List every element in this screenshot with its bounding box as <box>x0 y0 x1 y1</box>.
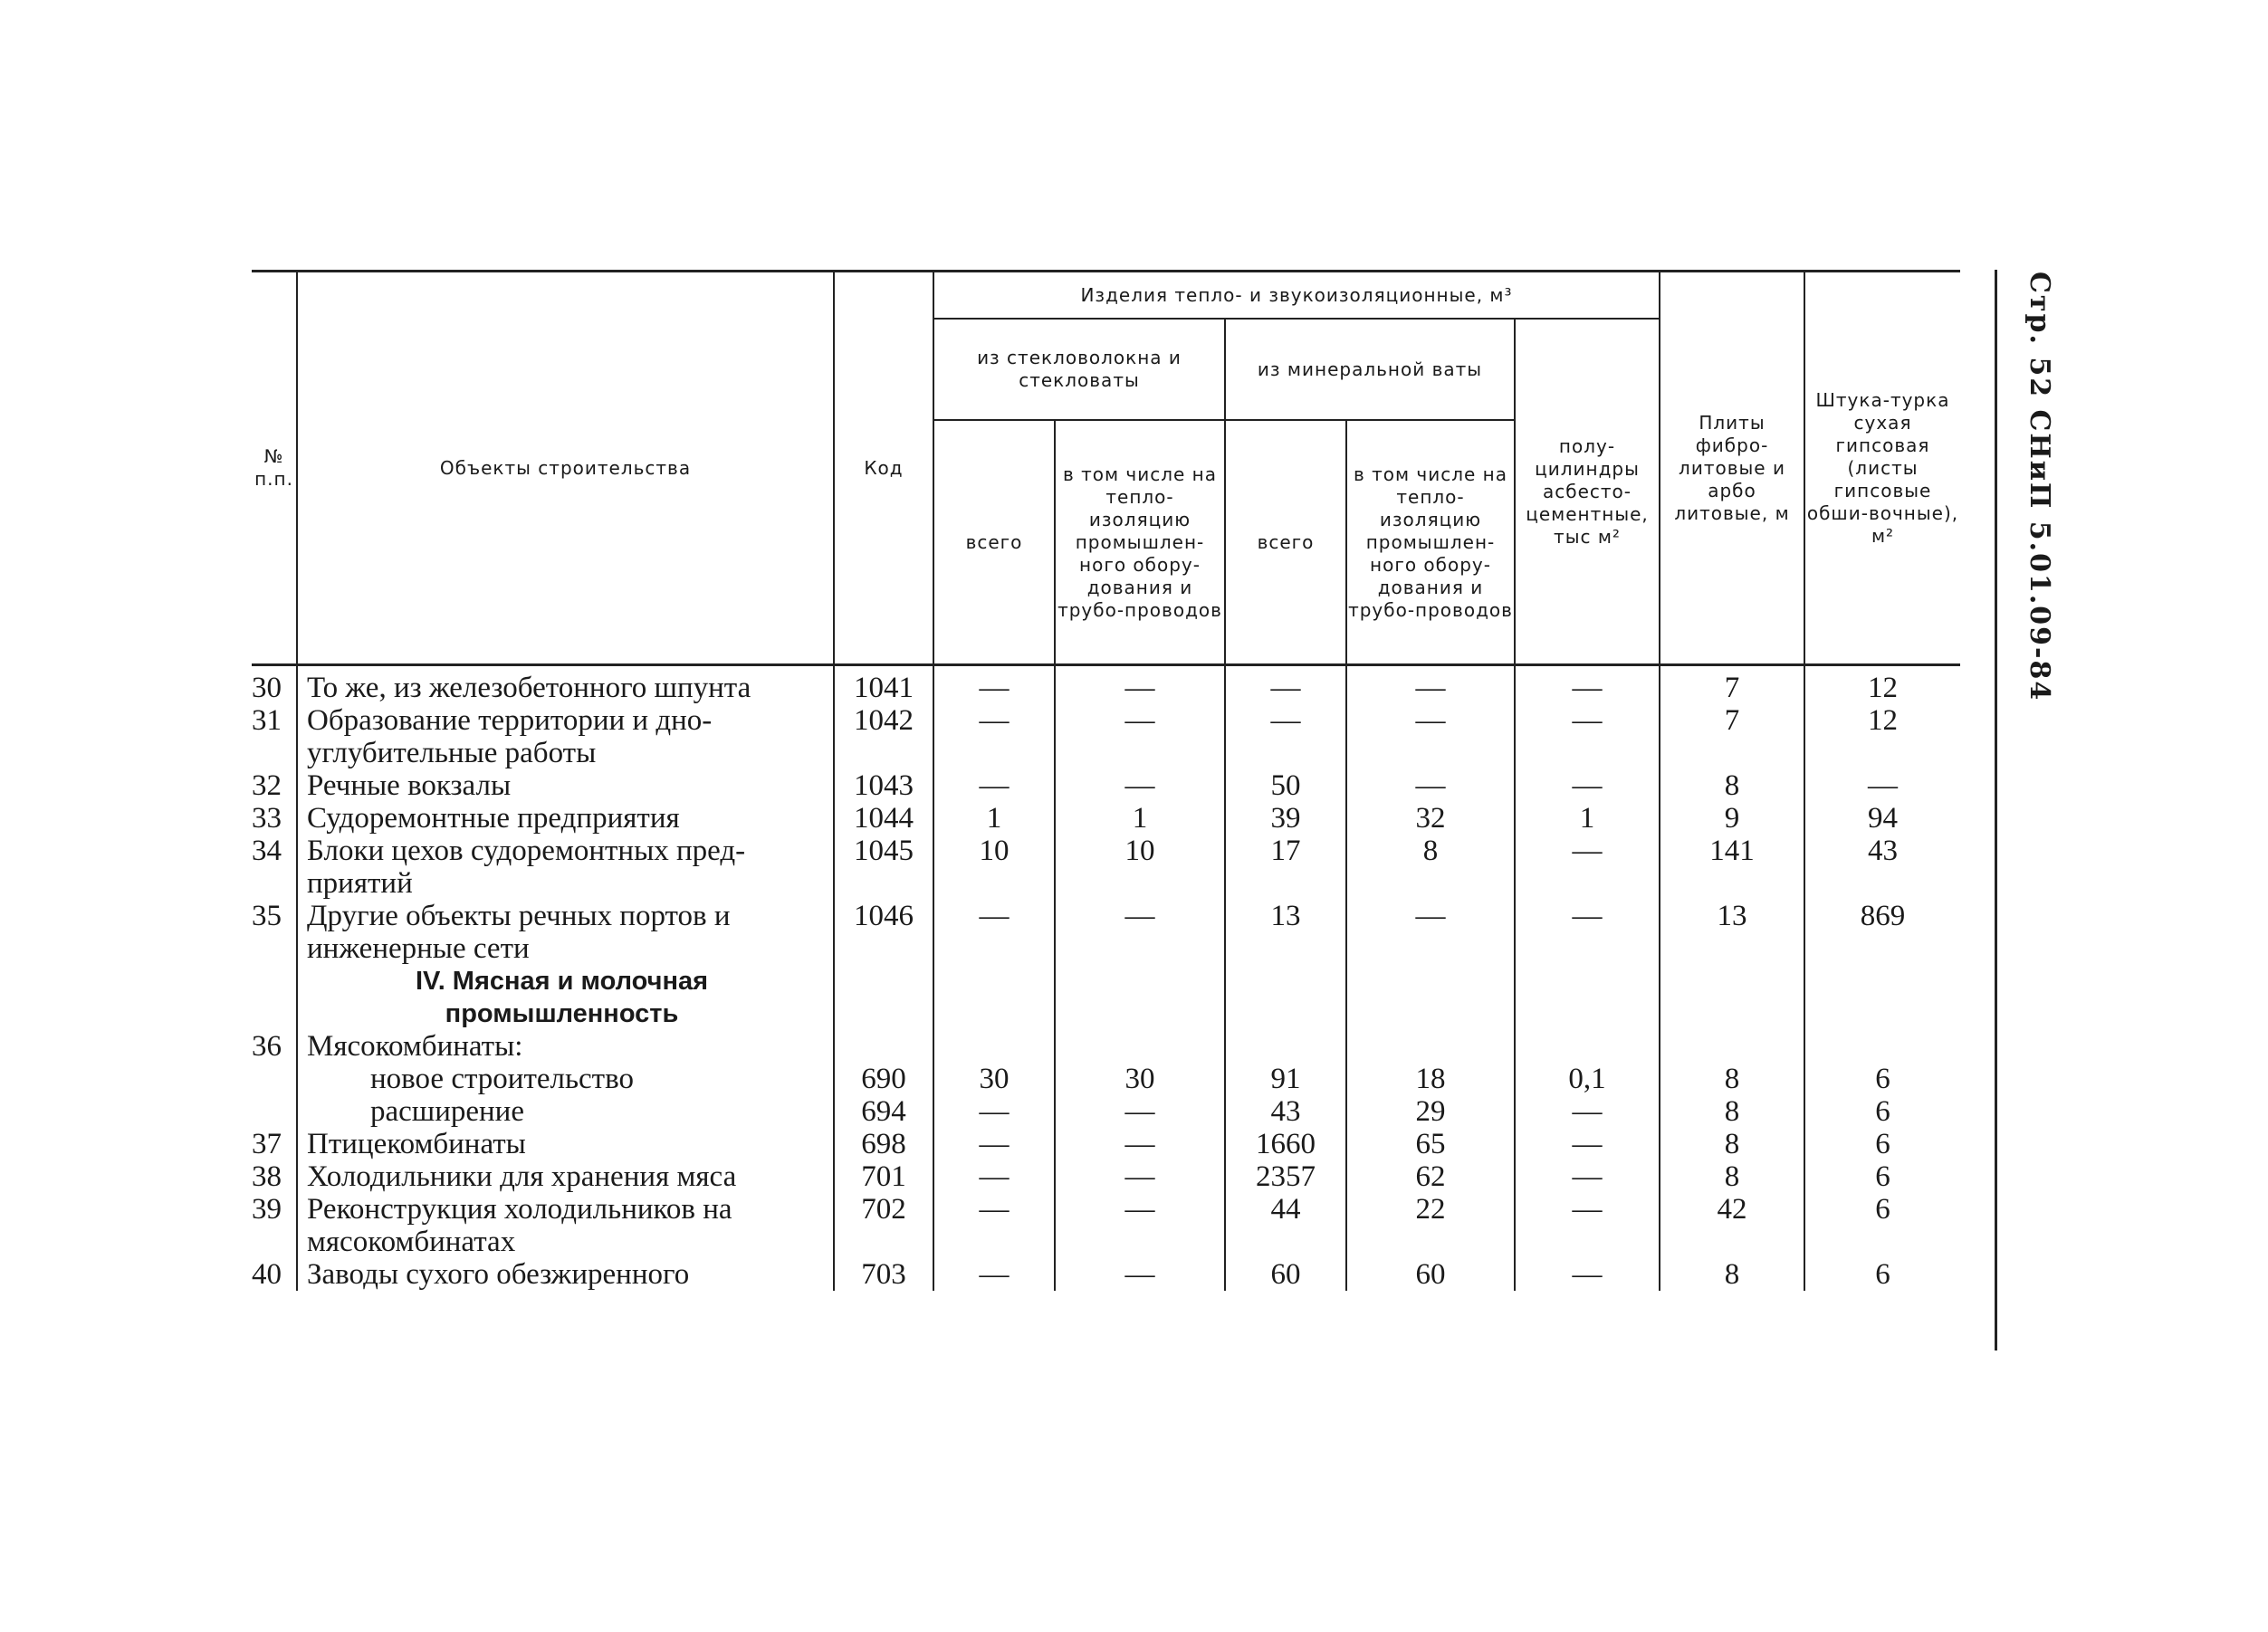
cell-mineral-total: 1660 <box>1225 1128 1346 1160</box>
cell-half-cylinders: — <box>1515 835 1660 900</box>
row-code: 1045 <box>834 835 933 900</box>
row-num: 30 <box>252 672 282 704</box>
cell-fibrolite: 8 <box>1660 769 1804 802</box>
cell-half-cylinders: — <box>1515 1193 1660 1258</box>
cell-fibrolite <box>1660 1030 1804 1063</box>
cell-half-cylinders: — <box>1515 900 1660 965</box>
cell-glass-equipment: — <box>1055 704 1225 769</box>
cell-mineral-total: 39 <box>1225 802 1346 835</box>
cell-glass-equipment: 10 <box>1055 835 1225 900</box>
row-object: Другие объекты речных портов и инженерные сети <box>297 900 834 965</box>
header-object: Объекты строительства <box>297 272 834 665</box>
table-row <box>252 1095 1960 1128</box>
cell-mineral-equipment: 32 <box>1346 802 1515 835</box>
cell-glass-equipment: — <box>1055 1193 1225 1258</box>
table-row <box>252 1160 1960 1193</box>
row-code: 1041 <box>834 665 933 705</box>
cell-plaster: 12 <box>1804 665 1960 705</box>
cell-plaster: 869 <box>1804 900 1960 965</box>
cell-mineral-equipment: — <box>1346 704 1515 769</box>
cell-mineral-equipment: 60 <box>1346 1258 1515 1291</box>
cell-half-cylinders: — <box>1515 1095 1660 1128</box>
cell-half-cylinders: — <box>1515 1160 1660 1193</box>
section-title <box>297 965 834 1030</box>
table-row <box>252 1258 1960 1291</box>
row-num: 33 <box>252 802 282 835</box>
cell-mineral-total: 60 <box>1225 1258 1346 1291</box>
cell-plaster: — <box>1804 769 1960 802</box>
cell-mineral-total: 13 <box>1225 900 1346 965</box>
norms-table <box>252 270 1960 1291</box>
row-num: 36 <box>252 1030 282 1063</box>
header-glass-fiber: из стекловолокна и стекловаты <box>933 319 1225 420</box>
table-row <box>252 769 1960 802</box>
cell-fibrolite: 7 <box>1660 704 1804 769</box>
cell-glass-equipment: — <box>1055 769 1225 802</box>
cell-glass-total: 30 <box>933 1063 1055 1095</box>
cell-mineral-total: — <box>1225 665 1346 705</box>
row-code: 690 <box>834 1063 933 1095</box>
table-row <box>252 802 1960 835</box>
section-title-line2: промышленность <box>445 999 679 1028</box>
cell-glass-equipment: 1 <box>1055 802 1225 835</box>
cell-mineral-total <box>1225 1030 1346 1063</box>
row-num <box>252 1095 297 1128</box>
header-num: № п.п. <box>252 272 297 665</box>
cell-mineral-total: 44 <box>1225 1193 1346 1258</box>
cell-half-cylinders <box>1515 1030 1660 1063</box>
row-object: Реконструкция холодильников на мясокомбинатах <box>297 1193 834 1258</box>
cell-glass-equipment: — <box>1055 1095 1225 1128</box>
cell-fibrolite: 7 <box>1660 665 1804 705</box>
cell-glass-total: — <box>933 900 1055 965</box>
cell-glass-total: — <box>933 1160 1055 1193</box>
cell-fibrolite: 8 <box>1660 1095 1804 1128</box>
side-divider <box>1995 270 1997 1350</box>
row-num: 31 <box>252 704 282 737</box>
cell-glass-equipment: — <box>1055 1258 1225 1291</box>
table-body-rows-a <box>252 665 1960 966</box>
cell-half-cylinders: — <box>1515 1258 1660 1291</box>
cell-plaster: 6 <box>1804 1095 1960 1128</box>
header-plaster: Штука-турка сухая гипсовая (листы гипсовые обши-вочные), м² <box>1804 272 1960 665</box>
cell-half-cylinders: 0,1 <box>1515 1063 1660 1095</box>
cell-half-cylinders: — <box>1515 769 1660 802</box>
cell-fibrolite: 8 <box>1660 1258 1804 1291</box>
cell-half-cylinders: — <box>1515 704 1660 769</box>
row-object: Мясокомбинаты: <box>297 1030 834 1063</box>
cell-half-cylinders: 1 <box>1515 802 1660 835</box>
cell-fibrolite: 13 <box>1660 900 1804 965</box>
cell-mineral-total: 2357 <box>1225 1160 1346 1193</box>
cell-glass-total: — <box>933 704 1055 769</box>
section-title-line1: IV. Мясная и молочная <box>415 967 709 996</box>
cell-glass-total: — <box>933 1258 1055 1291</box>
cell-glass-total: — <box>933 1095 1055 1128</box>
cell-fibrolite: 141 <box>1660 835 1804 900</box>
row-num: 32 <box>252 769 282 802</box>
cell-plaster: 6 <box>1804 1258 1960 1291</box>
cell-glass-equipment: 30 <box>1055 1063 1225 1095</box>
cell-mineral-equipment: 65 <box>1346 1128 1515 1160</box>
row-code <box>834 1030 933 1063</box>
row-object: новое строительство <box>297 1063 834 1095</box>
cell-plaster: 6 <box>1804 1193 1960 1258</box>
cell-fibrolite: 8 <box>1660 1160 1804 1193</box>
cell-plaster: 6 <box>1804 1160 1960 1193</box>
row-code: 702 <box>834 1193 933 1258</box>
row-object: То же, из железобетонного шпунта <box>297 665 834 705</box>
cell-mineral-equipment: 18 <box>1346 1063 1515 1095</box>
cell-glass-total <box>933 1030 1055 1063</box>
cell-half-cylinders: — <box>1515 665 1660 705</box>
cell-glass-equipment: — <box>1055 1128 1225 1160</box>
table-row <box>252 665 1960 705</box>
row-num: 34 <box>252 835 282 867</box>
row-num: 40 <box>252 1258 282 1291</box>
row-object: Птицекомбинаты <box>297 1128 834 1160</box>
cell-mineral-equipment: 22 <box>1346 1193 1515 1258</box>
cell-glass-equipment: — <box>1055 665 1225 705</box>
row-object: Речные вокзалы <box>297 769 834 802</box>
table-row <box>252 1063 1960 1095</box>
row-num: 37 <box>252 1128 282 1160</box>
cell-mineral-total: 17 <box>1225 835 1346 900</box>
cell-plaster: 12 <box>1804 704 1960 769</box>
cell-glass-total: 1 <box>933 802 1055 835</box>
cell-glass-equipment <box>1055 1030 1225 1063</box>
table-row <box>252 704 1960 769</box>
cell-mineral-equipment: — <box>1346 665 1515 705</box>
table-header <box>252 272 1960 665</box>
table-body-rows-b <box>252 1030 1960 1291</box>
cell-glass-total: — <box>933 1193 1055 1258</box>
cell-plaster: 6 <box>1804 1128 1960 1160</box>
cell-mineral-total: 43 <box>1225 1095 1346 1128</box>
header-insulation-group: Изделия тепло- и звукоизоляционные, м³ <box>933 272 1660 320</box>
row-code: 1044 <box>834 802 933 835</box>
cell-mineral-equipment <box>1346 1030 1515 1063</box>
row-code: 703 <box>834 1258 933 1291</box>
header-mineral-equipment: в том числе на тепло-изоляцию промышлен-ного обору-дования и трубо-проводов <box>1346 420 1515 665</box>
cell-mineral-total: 50 <box>1225 769 1346 802</box>
table-row <box>252 1128 1960 1160</box>
cell-mineral-equipment: — <box>1346 900 1515 965</box>
cell-mineral-equipment: 8 <box>1346 835 1515 900</box>
cell-mineral-equipment: 29 <box>1346 1095 1515 1128</box>
row-num <box>252 1063 297 1095</box>
cell-plaster: 6 <box>1804 1063 1960 1095</box>
page-running-header: Стр. 52 СНиП 5.01.09-84 <box>2024 272 2055 702</box>
cell-glass-equipment: — <box>1055 900 1225 965</box>
row-code: 1046 <box>834 900 933 965</box>
cell-half-cylinders: — <box>1515 1128 1660 1160</box>
cell-fibrolite: 9 <box>1660 802 1804 835</box>
header-glass-total: всего <box>933 420 1055 665</box>
row-code: 1042 <box>834 704 933 769</box>
cell-glass-total: 10 <box>933 835 1055 900</box>
header-mineral-wool: из минеральной ваты <box>1225 319 1515 420</box>
row-object: Блоки цехов судоремонтных пред-приятий <box>297 835 834 900</box>
cell-mineral-equipment: 62 <box>1346 1160 1515 1193</box>
section-row <box>252 965 1960 1030</box>
cell-mineral-total: 91 <box>1225 1063 1346 1095</box>
header-glass-equipment: в том числе на тепло-изоляцию промышлен-ного обору-дования и трубо-проводов <box>1055 420 1225 665</box>
row-num: 39 <box>252 1193 282 1226</box>
cell-fibrolite: 42 <box>1660 1193 1804 1258</box>
row-code: 701 <box>834 1160 933 1193</box>
cell-fibrolite: 8 <box>1660 1128 1804 1160</box>
table-section <box>252 965 1960 1030</box>
header-fibrolite: Плиты фибро-литовые и арбо литовые, м <box>1660 272 1804 665</box>
table-row <box>252 835 1960 900</box>
cell-glass-total: — <box>933 1128 1055 1160</box>
table-row <box>252 1193 1960 1258</box>
header-mineral-total: всего <box>1225 420 1346 665</box>
header-code: Код <box>834 272 933 665</box>
table-row <box>252 1030 1960 1063</box>
row-num: 38 <box>252 1160 282 1193</box>
cell-glass-total: — <box>933 769 1055 802</box>
row-code: 1043 <box>834 769 933 802</box>
cell-mineral-total: — <box>1225 704 1346 769</box>
cell-mineral-equipment: — <box>1346 769 1515 802</box>
row-object: Судоремонтные предприятия <box>297 802 834 835</box>
row-object: Холодильники для хранения мяса <box>297 1160 834 1193</box>
row-object: Заводы сухого обезжиренного <box>297 1258 834 1291</box>
row-code: 694 <box>834 1095 933 1128</box>
cell-plaster <box>1804 1030 1960 1063</box>
cell-plaster: 94 <box>1804 802 1960 835</box>
table-row <box>252 900 1960 965</box>
row-object: расширение <box>297 1095 834 1128</box>
cell-fibrolite: 8 <box>1660 1063 1804 1095</box>
header-half-cylinders: полу-цилиндры асбесто-цементные, тыс м² <box>1515 319 1660 665</box>
cell-glass-total: — <box>933 665 1055 705</box>
row-num: 35 <box>252 900 282 932</box>
cell-plaster: 43 <box>1804 835 1960 900</box>
cell-glass-equipment: — <box>1055 1160 1225 1193</box>
row-code: 698 <box>834 1128 933 1160</box>
row-object: Образование территории и дно-углубительные работы <box>297 704 834 769</box>
